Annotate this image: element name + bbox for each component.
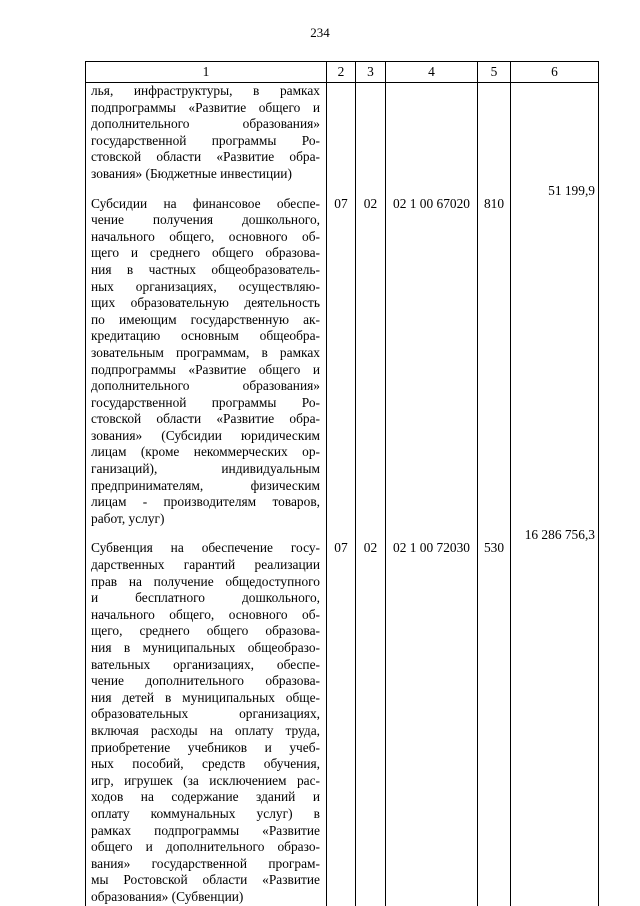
description-line: ганизаций), индивидуальным [91, 461, 320, 477]
description-line: вательных организациях, обеспе- [91, 656, 320, 672]
description-line: оплату коммунальных услуг) в [91, 805, 320, 821]
row-expense-type-code: 810 [478, 183, 511, 528]
description-line: ния в муниципальных общеобразо- [91, 640, 320, 655]
description-line: ния в частных общеобразователь- [91, 261, 320, 277]
description-line: ния детей в муниципальных обще- [91, 689, 320, 705]
description-line: общего и дополнительного образо- [91, 839, 320, 855]
table-row [86, 527, 599, 905]
table-body [86, 83, 599, 906]
row-expense-type-code: 530 [478, 527, 511, 905]
description-line: лицам (кроме некоммерческих ор- [91, 444, 320, 460]
description-line: мы Ростовской области «Развитие [91, 872, 320, 888]
page-number: 234 [310, 25, 330, 40]
description-line: вания» государственной програм- [91, 855, 320, 871]
row-amount: 51 199,9 [511, 183, 599, 528]
row-subsection-code [356, 83, 386, 183]
row-expense-type-code [478, 83, 511, 183]
column-header-1: 1 [86, 62, 327, 83]
row-target-article-code [386, 83, 478, 183]
column-header-3: 3 [356, 62, 386, 83]
description-line: щих образовательную деятельность [91, 295, 320, 311]
description-line: дополнительного образования» [91, 116, 320, 132]
description-line: лья, инфраструктуры, в рамках [91, 83, 320, 98]
row-target-article-code: 02 1 00 67020 [386, 183, 478, 528]
description-line: Субвенция на обеспечение госу- [91, 540, 320, 556]
row-description [86, 183, 327, 528]
description-line: ных пособий, средств обучения, [91, 756, 320, 772]
column-header-5: 5 [478, 62, 511, 83]
row-description [86, 83, 327, 183]
description-line: начального общего, основного об- [91, 228, 320, 244]
description-line: Субсидии на финансовое обеспе- [91, 195, 320, 211]
description-line: стовской области «Развитие обра- [91, 149, 320, 165]
description-line: ных организациях, осуществляю- [91, 278, 320, 294]
description-line: государственной программы Ро- [91, 394, 320, 410]
description-line: начального общего, основного об- [91, 606, 320, 622]
row-subsection-code: 02 [356, 183, 386, 528]
description-line: государственной программы Ро- [91, 132, 320, 148]
table-header-row [86, 62, 599, 83]
budget-table [85, 61, 599, 906]
description-line: лицам - производителям товаров, [91, 494, 320, 510]
description-line: зования» (Субсидии юридическим [91, 427, 320, 443]
description-line: подпрограммы «Развитие общего и [91, 99, 320, 115]
row-target-article-code: 02 1 00 72030 [386, 527, 478, 905]
row-amount [511, 83, 599, 183]
row-amount: 16 286 756,3 [511, 527, 599, 905]
description-line: прав на получение общедоступного [91, 573, 320, 589]
row-section-code [327, 83, 356, 183]
table-row [86, 83, 599, 183]
column-header-2: 2 [327, 62, 356, 83]
description-line: щего и среднего общего образова- [91, 245, 320, 261]
description-line: приобретение учебников и учеб- [91, 739, 320, 755]
description-line: включая расходы на оплату труда, [91, 722, 320, 738]
description-line: предпринимателям, физическим [91, 477, 320, 493]
row-subsection-code: 02 [356, 527, 386, 905]
table-row [86, 183, 599, 528]
description-line: кредитацию основным общеобра- [91, 328, 320, 344]
column-header-4: 4 [386, 62, 478, 83]
description-line: и бесплатного дошкольного, [91, 590, 320, 606]
description-line: рамках подпрограммы «Развитие [91, 822, 320, 838]
column-header-6: 6 [511, 62, 599, 83]
description-line: игр, игрушек (за исключением рас- [91, 772, 320, 788]
description-line: по имеющим государственную ак- [91, 311, 320, 327]
description-line: образовательных организациях, [91, 706, 320, 722]
row-section-code: 07 [327, 527, 356, 905]
description-line: стовской области «Развитие обра- [91, 411, 320, 427]
description-line: образования» (Субвенции) [91, 888, 244, 904]
description-line: чение получения дошкольного, [91, 212, 320, 228]
description-line: зования» (Бюджетные инвестиции) [91, 165, 292, 181]
description-line: работ, услуг) [91, 510, 165, 526]
description-line: дополнительного образования» [91, 378, 320, 394]
description-line: зовательным программам, в рамках [91, 344, 320, 360]
description-line: дарственных гарантий реализации [91, 557, 320, 573]
description-line: ходов на содержание зданий и [91, 789, 320, 805]
description-line: чение дополнительного образова- [91, 673, 320, 689]
description-line: подпрограммы «Развитие общего и [91, 361, 320, 377]
description-line: щего, среднего общего образова- [91, 623, 320, 639]
row-description [86, 527, 327, 905]
row-section-code: 07 [327, 183, 356, 528]
